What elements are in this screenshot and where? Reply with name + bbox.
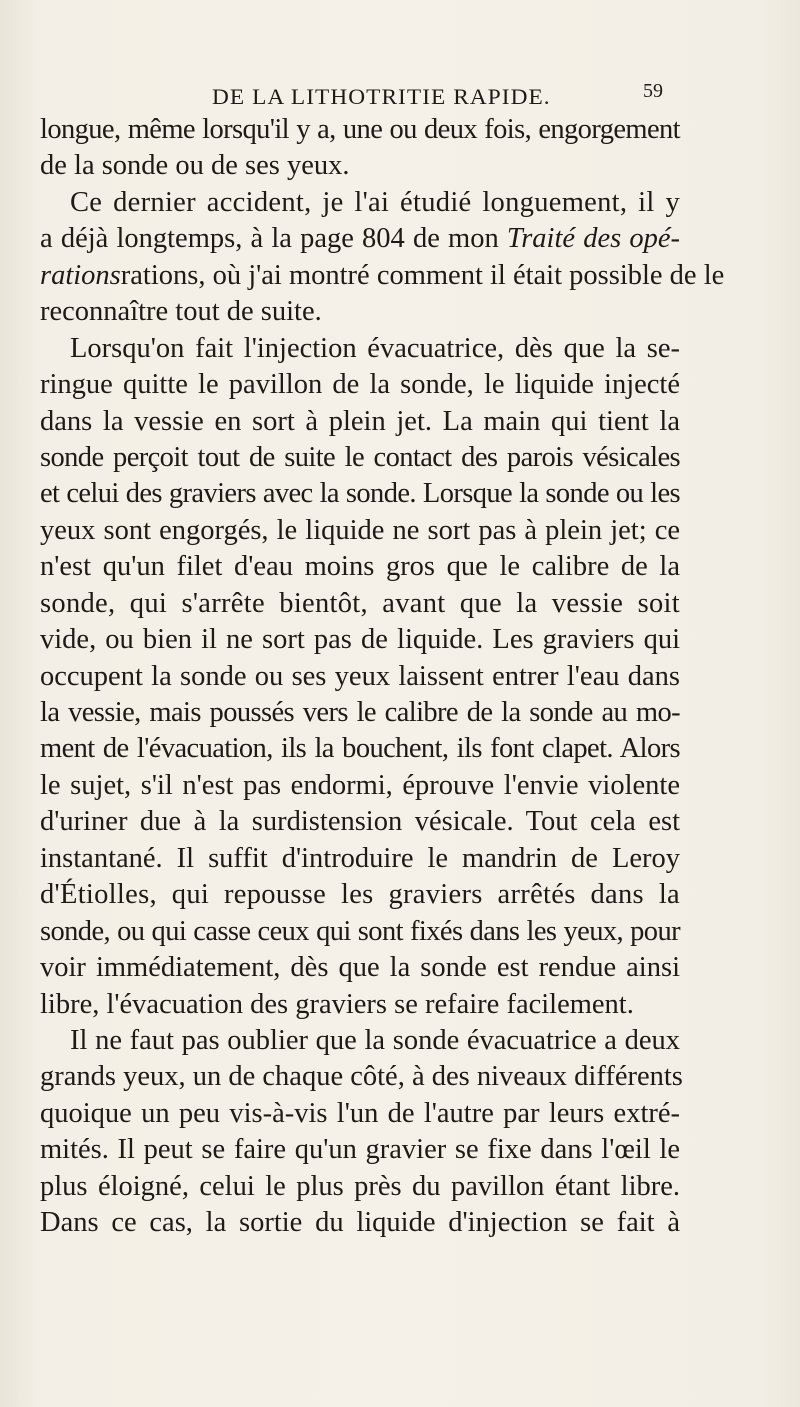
text-line-4 <box>40 221 680 257</box>
text-line-10: sonde perçoit tout de suite le contact des parois vésicales <box>40 441 680 473</box>
text-line-21: instantané. Il suffit d'introduire le mandrin de Leroy <box>40 842 680 874</box>
text-line-23: sonde, ou qui casse ceux qui sont fixés dans les yeux, pour <box>40 915 680 947</box>
text-line-2: de la sonde ou de ses yeux. <box>40 150 350 182</box>
text-line-14: sonde, qui s'arrête bientôt, avant que la vessie soit <box>40 587 680 619</box>
page-number: 59 <box>643 80 663 102</box>
text-line-9: dans la vessie en sort à plein jet. La main qui tient la <box>40 405 680 437</box>
text-line-18: ment de l'évacuation, ils la bouchent, ils font clapet. Alors <box>40 733 680 765</box>
text-line-30: plus éloigné, celui le plus près du pavillon étant libre. <box>40 1170 680 1202</box>
text-line-20: d'uriner due à la surdistension vésicale. Tout cela est <box>40 806 680 838</box>
italic-title-part-1: Traité des opé- <box>506 223 681 255</box>
text-line-5-roman: rations, où j'ai montré comment il était possible de le <box>120 259 725 291</box>
text-line-3: Ce dernier accident, je l'ai étudié longuement, il y <box>70 186 680 218</box>
italic-title-part-2: rations <box>40 259 121 291</box>
text-line-8: ringue quitte le pavillon de la sonde, le liquide injecté <box>40 369 680 401</box>
text-line-5 <box>40 258 725 294</box>
text-line-12: yeux sont engorgés, le liquide ne sort pas à plein jet; ce <box>40 514 680 546</box>
text-line-17: la vessie, mais poussés vers le calibre de la sonde au mo- <box>40 697 680 728</box>
text-line-4-roman: a déjà longtemps, à la page 804 de mon <box>40 223 499 255</box>
running-title: DE LA LITHOTRITIE RAPIDE. <box>212 84 551 109</box>
text-line-28: quoique un peu vis-à-vis l'un de l'autre par leurs extré- <box>40 1097 680 1129</box>
text-line-15: vide, ou bien il ne sort pas de liquide. Les graviers qui <box>40 624 680 656</box>
text-line-7: Lorsqu'on fait l'injection évacuatrice, dès que la se- <box>70 332 680 364</box>
text-line-6: reconnaître tout de suite. <box>40 296 322 328</box>
text-line-22: d'Étiolles, qui repousse les graviers arrêtés dans la <box>40 879 680 911</box>
running-head <box>0 78 800 108</box>
body-text <box>40 112 725 1242</box>
text-line-19: le sujet, s'il n'est pas endormi, éprouve l'envie violente <box>40 769 680 801</box>
text-line-11: et celui des graviers avec la sonde. Lorsque la sonde ou les <box>40 478 680 510</box>
text-line-16: occupent la sonde ou ses yeux laissent entrer l'eau dans <box>40 660 680 692</box>
text-line-1: longue, même lorsqu'il y a, une ou deux fois, engorgement <box>40 114 680 145</box>
text-line-26: Il ne faut pas oublier que la sonde évacuatrice a deux <box>70 1024 680 1056</box>
text-line-24: voir immédiatement, dès que la sonde est rendue ainsi <box>40 952 680 984</box>
text-line-31: Dans ce cas, la sortie du liquide d'injection se fait à <box>40 1207 680 1239</box>
text-line-13: n'est qu'un filet d'eau moins gros que le calibre de la <box>40 551 680 583</box>
text-line-27: grands yeux, un de chaque côté, à des niveaux différents <box>40 1061 683 1093</box>
text-line-29: mités. Il peut se faire qu'un gravier se fixe dans l'œil le <box>40 1134 680 1166</box>
text-line-25: libre, l'évacuation des graviers se refaire facilement. <box>40 988 634 1020</box>
